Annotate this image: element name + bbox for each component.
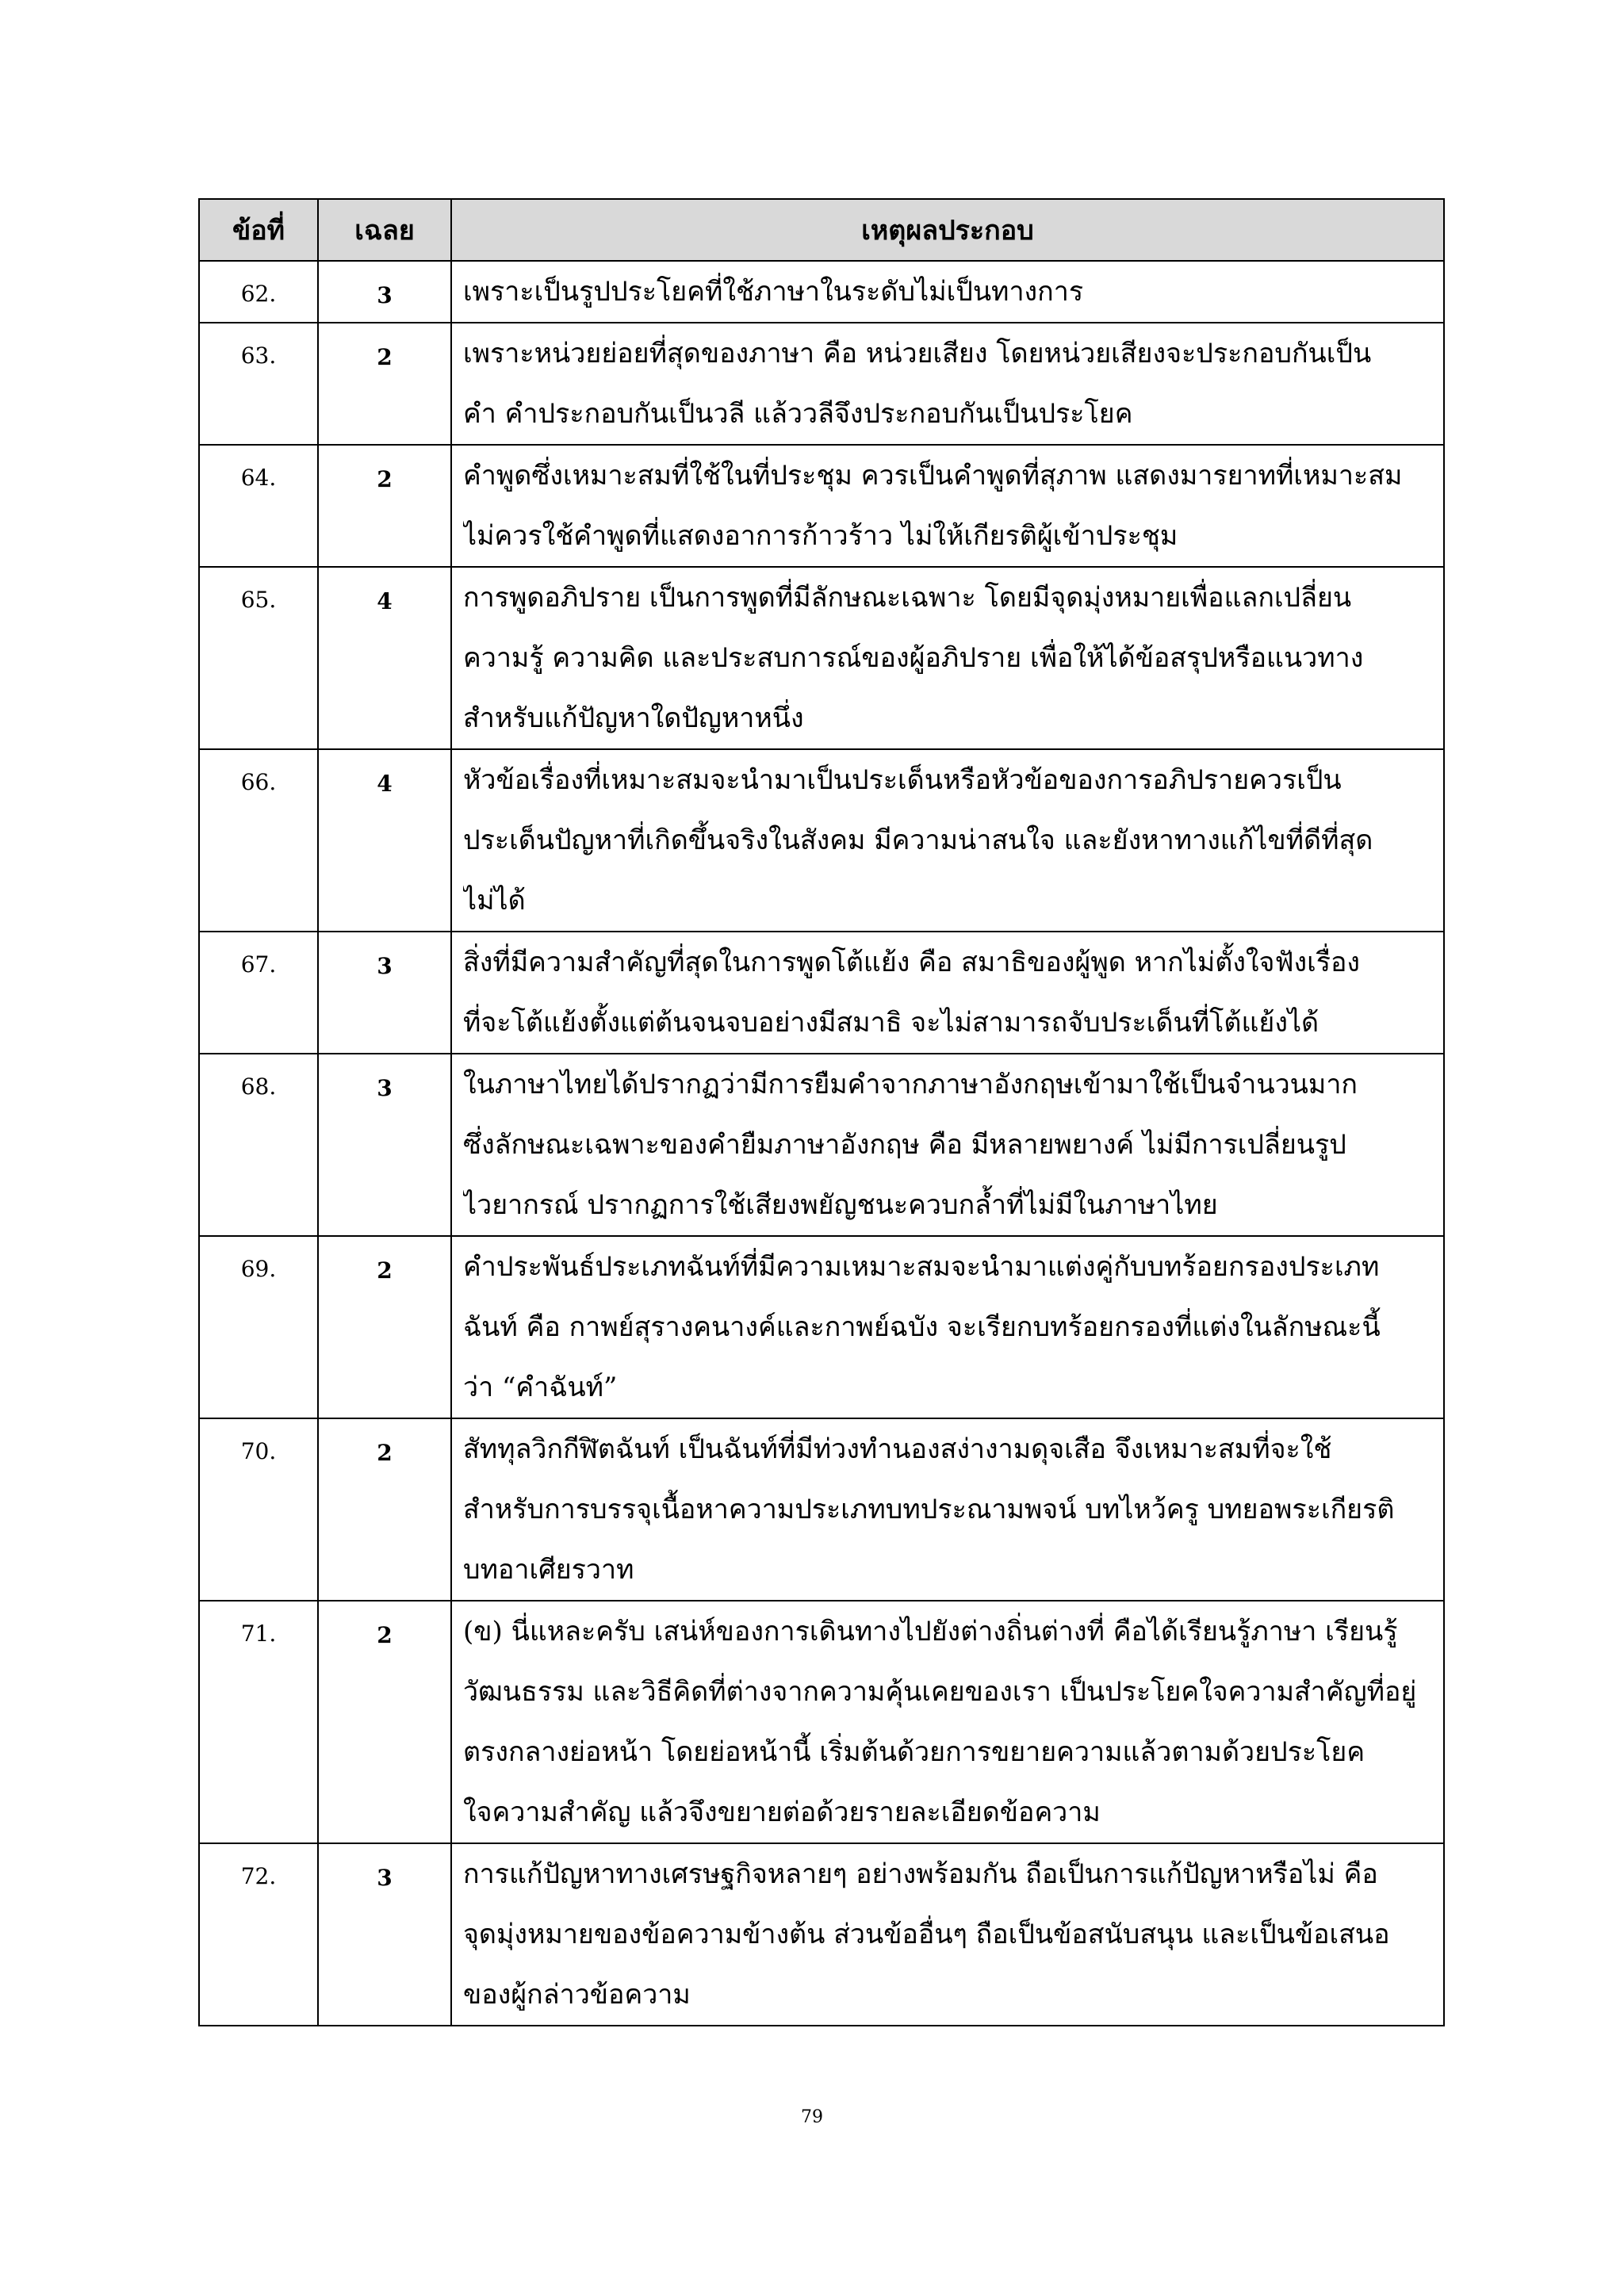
reason-text	[451, 1054, 1444, 1236]
reason-line: ไม่ได้	[463, 885, 526, 916]
answer-value: 2	[318, 1601, 451, 1843]
table-row	[199, 445, 1444, 567]
reason-line: ประเด็นปัญหาที่เกิดขึ้นจริงในสังคม มีความน่าสนใจ และยังหาทางแก้ไขที่ดีที่สุด	[463, 825, 1373, 856]
table-row	[199, 261, 1444, 323]
header-answer: เฉลย	[318, 199, 451, 261]
reason-line: คำ คำประกอบกันเป็นวลี แล้ววลีจึงประกอบกันเป็นประโยค	[463, 398, 1133, 430]
answer-value: 4	[318, 749, 451, 932]
reason-text	[451, 1236, 1444, 1418]
reason-text	[451, 261, 1444, 323]
reason-line: หัวข้อเรื่องที่เหมาะสมจะนำมาเป็นประเด็นหรือหัวข้อของการอภิปรายควรเป็น	[463, 764, 1342, 796]
reason-line: ตรงกลางย่อหน้า โดยย่อหน้านี้ เริ่มต้นด้วยการขยายความแล้วตามด้วยประโยค	[463, 1736, 1365, 1768]
question-number: 71.	[199, 1601, 318, 1843]
reason-line: การแก้ปัญหาทางเศรษฐกิจหลายๆ อย่างพร้อมกัน ถือเป็นการแก้ปัญหาหรือไม่ คือ	[463, 1858, 1378, 1890]
answer-value: 2	[318, 1418, 451, 1601]
table-row	[199, 1236, 1444, 1418]
reason-line: ฉันท์ คือ กาพย์สุรางคนางค์และกาพย์ฉบัง จะเรียกบทร้อยกรองที่แต่งในลักษณะนี้	[463, 1311, 1381, 1343]
reason-line: ในภาษาไทยได้ปรากฏว่ามีการยืมคำจากภาษาอังกฤษเข้ามาใช้เป็นจำนวนมาก	[463, 1069, 1358, 1100]
table-row	[199, 567, 1444, 749]
reason-text	[451, 445, 1444, 567]
answer-value: 2	[318, 323, 451, 445]
question-number: 63.	[199, 323, 318, 445]
header-question-number: ข้อที่	[199, 199, 318, 261]
table-row	[199, 323, 1444, 445]
reason-text	[451, 1418, 1444, 1601]
reason-text	[451, 323, 1444, 445]
reason-line: (ข) นี่แหละครับ เสน่ห์ของการเดินทางไปยังต่างถิ่นต่างที่ คือได้เรียนรู้ภาษา เรียนรู้	[463, 1616, 1398, 1647]
reason-line: สำหรับแก้ปัญหาใดปัญหาหนึ่ง	[463, 702, 804, 734]
table-header-row	[199, 199, 1444, 261]
reason-line: วัฒนธรรม และวิธีคิดที่ต่างจากความคุ้นเคยของเรา เป็นประโยคใจความสำคัญที่อยู่	[463, 1676, 1417, 1708]
reason-line: คำพูดซึ่งเหมาะสมที่ใช้ในที่ประชุม ควรเป็นคำพูดที่สุภาพ แสดงมารยาทที่เหมาะสม	[463, 460, 1403, 492]
table-row	[199, 1843, 1444, 2026]
question-number: 68.	[199, 1054, 318, 1236]
reason-line: บทอาเศียรวาท	[463, 1554, 634, 1586]
reason-text	[451, 749, 1444, 932]
reason-line: ที่จะโต้แย้งตั้งแต่ต้นจนจบอย่างมีสมาธิ จะไม่สามารถจับประเด็นที่โต้แย้งได้	[463, 1007, 1320, 1039]
reason-line: ว่า “คำฉันท์”	[463, 1372, 618, 1403]
question-number: 67.	[199, 932, 318, 1054]
reason-text	[451, 567, 1444, 749]
question-number: 64.	[199, 445, 318, 567]
reason-line: เพราะหน่วยย่อยที่สุดของภาษา คือ หน่วยเสียง โดยหน่วยเสียงจะประกอบกันเป็น	[463, 338, 1372, 369]
table-row	[199, 1418, 1444, 1601]
answer-table	[198, 198, 1445, 2026]
reason-text	[451, 1843, 1444, 2026]
answer-value: 3	[318, 1054, 451, 1236]
reason-line: สัททุลวิกกีฬิตฉันท์ เป็นฉันท์ที่มีท่วงทำนองสง่างามดุจเสือ จึงเหมาะสมที่จะใช้	[463, 1433, 1332, 1465]
table-row	[199, 932, 1444, 1054]
reason-line: การพูดอภิปราย เป็นการพูดที่มีลักษณะเฉพาะ โดยมีจุดมุ่งหมายเพื่อแลกเปลี่ยน	[463, 582, 1352, 614]
reason-line: สิ่งที่มีความสำคัญที่สุดในการพูดโต้แย้ง คือ สมาธิของผู้พูด หากไม่ตั้งใจฟังเรื่อง	[463, 947, 1361, 978]
answer-value: 3	[318, 261, 451, 323]
reason-text	[451, 1601, 1444, 1843]
reason-line: ความรู้ ความคิด และประสบการณ์ของผู้อภิปราย เพื่อให้ได้ข้อสรุปหรือแนวทาง	[463, 642, 1364, 674]
answer-value: 4	[318, 567, 451, 749]
question-number: 65.	[199, 567, 318, 749]
answer-value: 2	[318, 1236, 451, 1418]
reason-line: ใจความสำคัญ แล้วจึงขยายต่อด้วยรายละเอียดข้อความ	[463, 1797, 1101, 1828]
reason-line: สำหรับการบรรจุเนื้อหาความประเภทบทประณามพจน์ บทไหว้ครู บทยอพระเกียรติ	[463, 1494, 1395, 1525]
reason-line: จุดมุ่งหมายของข้อความข้างต้น ส่วนข้ออื่นๆ ถือเป็นข้อสนับสนุน และเป็นข้อเสนอ	[463, 1919, 1390, 1950]
question-number: 66.	[199, 749, 318, 932]
answer-value: 3	[318, 1843, 451, 2026]
question-number: 62.	[199, 261, 318, 323]
reason-line: ไวยากรณ์ ปรากฏการใช้เสียงพยัญชนะควบกล้ำที่ไม่มีในภาษาไทย	[463, 1189, 1218, 1221]
reason-line: ของผู้กล่าวข้อความ	[463, 1979, 691, 2011]
answer-value: 2	[318, 445, 451, 567]
table-body	[199, 261, 1444, 2026]
reason-text	[451, 932, 1444, 1054]
question-number: 72.	[199, 1843, 318, 2026]
answer-value: 3	[318, 932, 451, 1054]
reason-line: ซึ่งลักษณะเฉพาะของคำยืมภาษาอังกฤษ คือ มีหลายพยางค์ ไม่มีการเปลี่ยนรูป	[463, 1129, 1346, 1161]
table-row	[199, 1601, 1444, 1843]
reason-line: เพราะเป็นรูปประโยคที่ใช้ภาษาในระดับไม่เป็นทางการ	[463, 276, 1084, 308]
table-row	[199, 749, 1444, 932]
question-number: 70.	[199, 1418, 318, 1601]
table-row	[199, 1054, 1444, 1236]
reason-line: ไม่ควรใช้คำพูดที่แสดงอาการก้าวร้าว ไม่ให้เกียรติผู้เข้าประชุม	[463, 520, 1178, 552]
page-number: 79	[801, 2107, 823, 2127]
question-number: 69.	[199, 1236, 318, 1418]
header-reason: เหตุผลประกอบ	[451, 199, 1444, 261]
reason-line: คำประพันธ์ประเภทฉันท์ที่มีความเหมาะสมจะนำมาแต่งคู่กับบทร้อยกรองประเภท	[463, 1251, 1380, 1283]
